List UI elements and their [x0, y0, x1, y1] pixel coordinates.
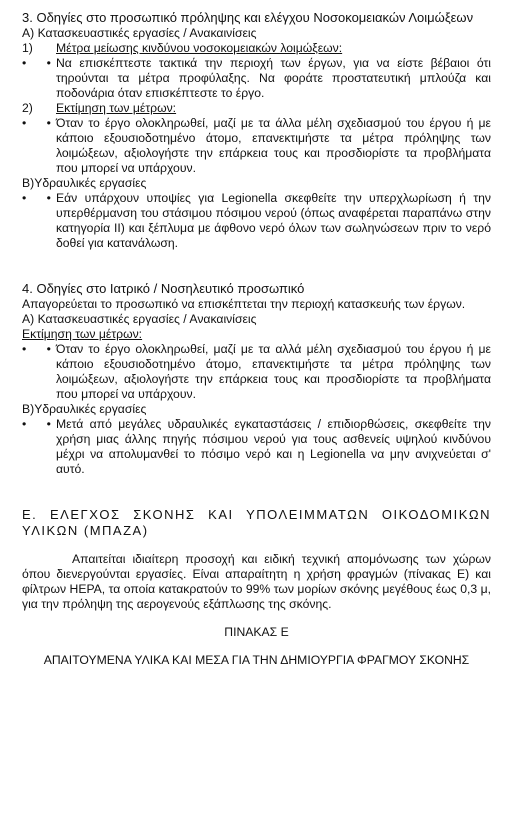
bullet-icon: • • [22, 191, 51, 205]
section-3-sub-a: Α) Κατασκευαστικές εργασίες / Ανακαινίσεις [22, 26, 257, 40]
item-number: 2) [22, 101, 33, 115]
bullet-text: Όταν το έργο ολοκληρωθεί, μαζί με τα αλλά μέλη σχεδιασμού του έργου ή με κάποιο εξουσιοδοτημένο άτομο, επανεκτιμήστε τα μέτρα πρόληψης των λοιμώξεων, αξιολογήστε την επάρκεια τους και προσδιορίστε τα προβλήματα που μπορεί να υπάρχουν. [56, 342, 491, 401]
bullet-text: Όταν το έργο ολοκληρωθεί, μαζί με τα άλλα μέλη σχεδιασμού του έργου ή με κάποιο εξουσιοδοτημένο άτομο, επανεκτιμήστε τα μέτρα πρόληψης των λοιμώξεων, αξιολογήστε την επάρκεια τους και προσδιορίστε τα προβλήματα που μπορεί να υπάρχουν. [56, 116, 491, 175]
item-number: 1) [22, 41, 33, 55]
section-e-paragraph: Απαιτείται ιδιαίτερη προσοχή και ειδική τεχνική απομόνωσης των χώρων όπου διενεργούνται εργασίες. Είναι απαραίτητη η χρήση φραγμών (πίνακας Ε) και φίλτρων HEPA, τα οποία κατακρατούν το 99% των μορίων σκόνης μεγέθους έως 0,3 μ, για την πρόληψη της αερογενούς εξάπλωσης της σκόνης. [22, 552, 491, 611]
section-3-item-1 [22, 41, 491, 56]
section-4-bullet-1 [22, 342, 491, 402]
section-3-bullet-3 [22, 191, 491, 251]
section-4-bullet-2 [22, 417, 491, 477]
section-3-item-2 [22, 101, 491, 116]
bullet-icon: • • [22, 116, 51, 130]
bullet-text: Να επισκέπτεστε τακτικά την περιοχή των έργων, για να είστε βέβαιοι ότι τηρούνται τα μέτρα προφύλαξης. Να φοράτε προστατευτική μπλούζα και ποδονάρια όταν επισκέπτεστε το έργο. [56, 56, 491, 100]
bullet-text: Μετά από μεγάλες υδραυλικές εγκαταστάσεις / επιδιορθώσεις, σκεφθείτε την χρήση μιας άλλης πηγής πόσιμου νερού για τους ασθενείς υψηλού κινδύνου μέχρι να απολυμανθεί το πόσιμο νερό και η Legionella να μην ανιχνεύεται σ' αυτό. [56, 417, 491, 476]
section-3-bullet-1 [22, 56, 491, 101]
bullet-icon: • • [22, 56, 51, 70]
section-3-sub-b: Β)Υδραυλικές εργασίες [22, 176, 147, 190]
bullet-icon: • • [22, 417, 51, 431]
bullet-text: Εάν υπάρχουν υποψίες για Legionella σκεφθείτε την υπερχλωρίωση ή την υπερθέρμανση του στάσιμου πόσιμου νερού (όπως αναφέρεται παραπάνω στην κατηγορία ΙΙ) και ξέπλυμα με άφθονο νερό όλων των σωληνώσεων πριν το νερό δοθεί για κατανάλωση. [56, 191, 491, 250]
section-3-bullet-2 [22, 116, 491, 176]
section-4-sub-a: Α) Κατασκευαστικές εργασίες / Ανακαινίσεις [22, 312, 257, 326]
table-e-title: ΠΙΝΑΚΑΣ Ε [224, 625, 289, 639]
item-label: Μέτρα μείωσης κινδύνου νοσοκομειακών λοιμώξεων: [56, 41, 343, 55]
section-4-title: 4. Οδηγίες στο Ιατρικό / Νοσηλευτικό προσωπικό [22, 281, 305, 296]
item-label: Εκτίμηση των μέτρων: [56, 101, 177, 115]
section-e-title: Ε. ΕΛΕΓΧΟΣ ΣΚΟΝΗΣ ΚΑΙ ΥΠΟΛΕΙΜΜΑΤΩΝ ΟΙΚΟΔΟΜΙΚΩΝ ΥΛΙΚΩΝ (ΜΠΑΖΑ) [22, 507, 491, 538]
section-4-sub-b: Β)Υδραυλικές εργασίες [22, 402, 147, 416]
section-4-estimation-label: Εκτίμηση των μέτρων: [22, 327, 143, 341]
section-3-title: 3. Οδηγίες στο προσωπικό πρόληψης και ελέγχου Νοσοκομειακών Λοιμώξεων [22, 10, 474, 25]
bullet-icon: • • [22, 342, 51, 356]
table-e-subtitle: ΑΠΑΙΤΟΥΜΕΝΑ ΥΛΙΚΑ ΚΑΙ ΜΕΣΑ ΓΙΑ ΤΗΝ ΔΗΜΙΟΥΡΓΙΑ ΦΡΑΓΜΟΥ ΣΚΟΝΗΣ [43, 653, 470, 667]
section-4-intro: Απαγορεύεται το προσωπικό να επισκέπτεται την περιοχή κατασκευής των έργων. [22, 297, 466, 311]
